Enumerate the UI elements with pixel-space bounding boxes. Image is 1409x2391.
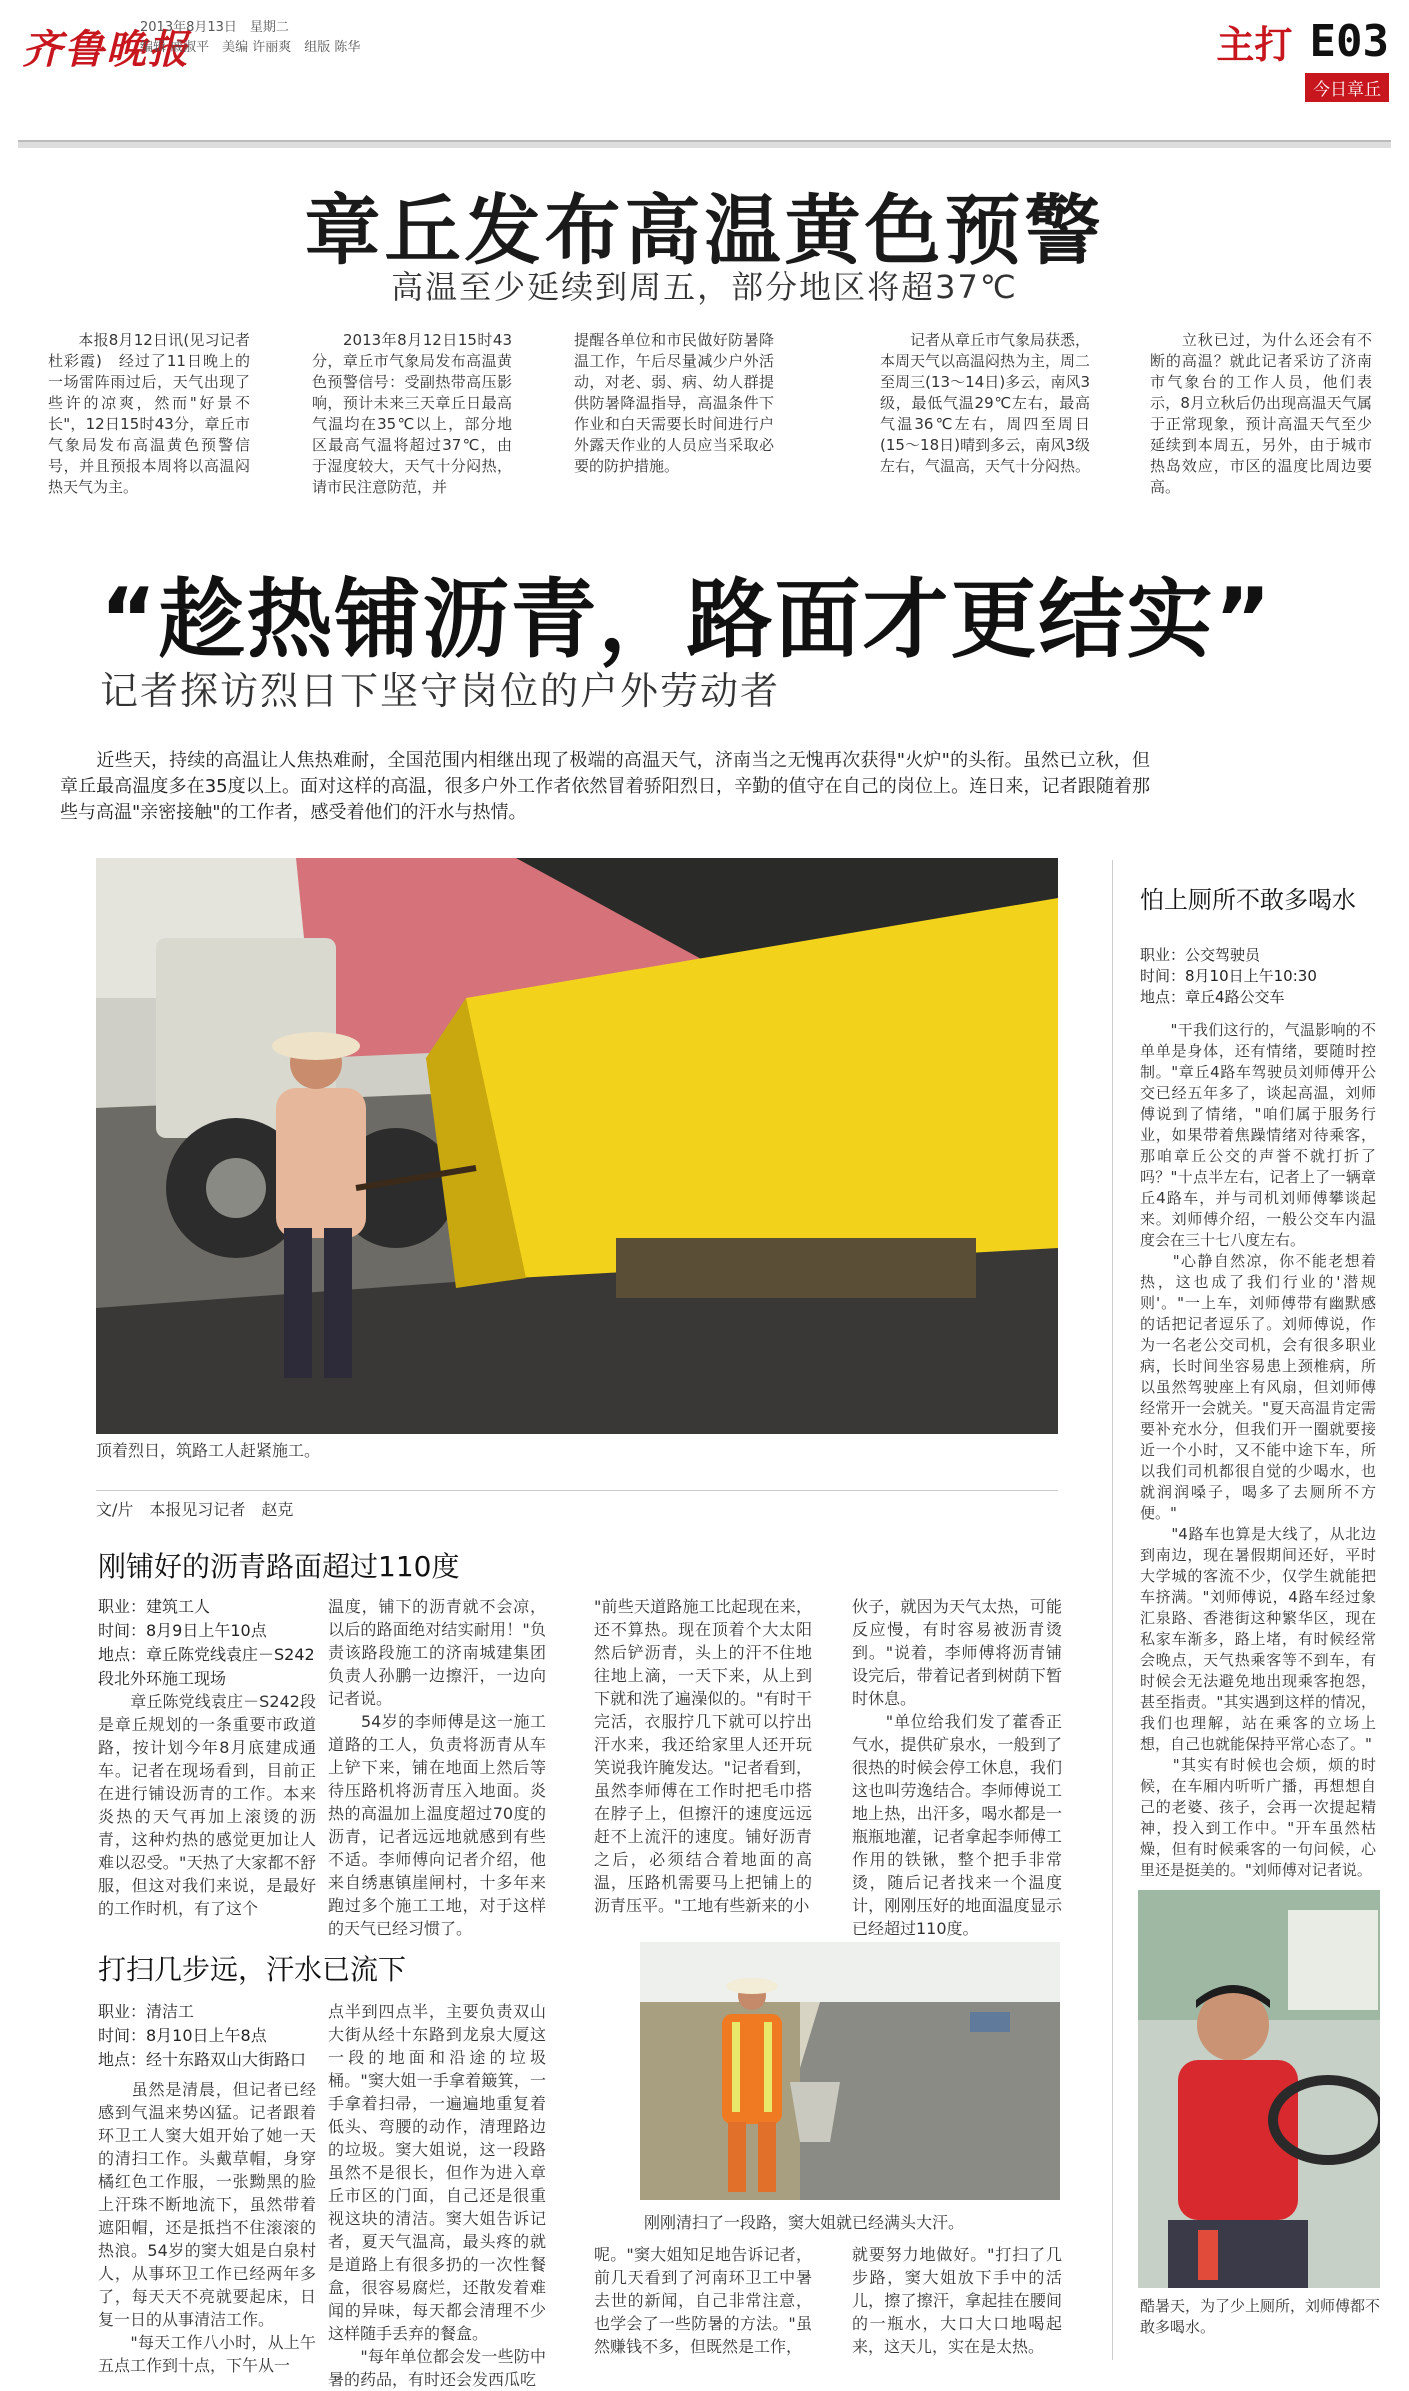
sec1-info <box>98 1595 318 1691</box>
story1-headline: 章丘发布高温黄色预警 <box>304 186 1105 275</box>
sec1-job: 职业：建筑工人 <box>98 1597 211 1616</box>
paving-photo-illustration <box>96 858 1058 1434</box>
sec2-col-2: 点半到四点半，主要负责双山大街从经十东路到龙泉大厦这一段的地面和沿途的垃圾桶。"窦大姐一手拿着簸箕，一手拿着扫帚，一遍遍地重复着低头、弯腰的动作，清理路边的垃圾。窦大姐说，这一段路虽然不是很长，但作为进入章丘市区的门面，自己还是很重视这块的清洁。窦大姐告诉记者，夏天气温高，最头疼的就是道路上有很多扔的一次性餐盒，很容易腐烂，还散发着难闻的异味，每天都会清理不少这样随手丢弃的餐盒。 "每年单位都会发一些防中暑的药品，有时还会发西瓜吃 <box>328 2002 546 2389</box>
header-rule <box>18 140 1391 148</box>
cleaner-photo <box>640 1942 1060 2200</box>
sec2-col-3: 呢。"窦大姐知足地告诉记者，前几天看到了河南环卫工中暑去世的新闻，自己非常注意，也学会了一些防暑的方法。"虽然赚钱不多，但既然是工作， <box>594 2245 812 2356</box>
story1-subheadline: 高温至少延续到周五，部分地区将超37℃ <box>391 268 1018 306</box>
section-header <box>1216 14 1389 102</box>
story2-subheadline: 记者探访烈日下坚守岗位的户外劳动者 <box>100 669 781 713</box>
driver-photo <box>1138 1890 1380 2288</box>
sec3-place: 地点：章丘4路公交车 <box>1140 988 1285 1006</box>
sec2-info <box>98 2000 318 2072</box>
sec1-col-3: "前些天道路施工比起现在来，还不算热。现在顶着个大太阳然后铲沥青，头上的汗不住地往地上滴，一天下来，从上到下就和洗了遍澡似的。"有时干完活，衣服拧几下就可以拧出汗水来，我还给家里人还开玩笑说我许腌发达。"记者看到，虽然李师傅在工作时把毛巾搭在脖子上，但擦汗的速度远远赶不上流汗的速度。铺好沥青之后，必须结合着地面的高温，压路机需要马上把铺上的沥青压平。"工地有些新来的小 <box>594 1597 812 1915</box>
issue-editors: 编辑 戚淑平 美编 许丽爽 组版 陈华 <box>140 40 361 55</box>
sec3-heading: 怕上厕所不敢多喝水 <box>1140 886 1356 914</box>
sec1-col-4: 伙子，就因为天气太热，可能反应慢，有时容易被沥青烫到。"说着，李师傅将沥青铺设完后，带着记者到树荫下暂时休息。 "单位给我们发了藿香正气水，提供矿泉水，一般到了很热的时候会停工休息，我们这也叫劳逸结合。李师傅说工地上热，出汗多，喝水都是一瓶瓶地灌，记者拿起李师傅工作用的铁锹，整个把手非常烫，随后记者找来一个温度计，刚刚压好的地面温度显示已经超过110度。 <box>852 1597 1062 1938</box>
sec2-col-4: 就要努力地做好。"打扫了几步路，窦大姐放下手中的活儿，擦了擦汗，拿起挂在腰间的一瓶水，大口大口地喝起来，这天儿，实在是太热。 <box>852 2245 1062 2356</box>
cleaner-photo-caption: 刚刚清扫了一段路，窦大姐就已经满头大汗。 <box>644 2213 965 2232</box>
sec1-col-2: 温度，铺下的沥青就不会凉，以后的路面绝对结实耐用！"负责该路段施工的济南城建集团负责人孙鹏一边擦汗，一边向记者说。 54岁的李师傅是这一施工道路的工人，负责将沥青从车上铲下来，铺在地面上然后等待压路机将沥青压入地面。炎热的高温加上温度超过70度的沥青，记者远远地就感到有些不适。李师傅向记者介绍，他来自绣惠镇崖闸村，十多年来跑过多个施工工地，对于这样的天气已经习惯了。 <box>328 1597 546 1938</box>
page-number: E03 <box>1309 16 1389 67</box>
sec2-place: 地点：经十东路双山大街路口 <box>98 2050 307 2069</box>
story1-col-1: 本报8月12日讯(见习记者 杜彩霞) 经过了11日晚上的一场雷阵雨过后，天气出现了些许的凉爽，然而"好景不长"，12日15时43分，章丘市气象局发布高温黄色预警信号，并且预报本周将以高温闷热天气为主。 <box>48 331 250 496</box>
story1-col-5: 立秋已过，为什么还会有不断的高温？就此记者采访了济南市气象台的工作人员，他们表示，8月立秋后仍出现高温天气属于正常现象，预计高温天气至少延续到本周五，另外，由于城市热岛效应，市区的温度比周边要高。 <box>1150 331 1372 496</box>
edition-label: 今日章丘 <box>1305 73 1389 102</box>
story1-col-3: 提醒各单位和市民做好防暑降温工作，午后尽量减少户外活动，对老、弱、病、幼人群提供防暑降温指导，高温条件下作业和白天需要长时间进行户外露天作业的人员应当采取必要的防护措施。 <box>574 331 774 475</box>
driver-photo-illustration <box>1138 1890 1380 2288</box>
sec2-job: 职业：清洁工 <box>98 2002 195 2021</box>
sec3-info <box>1140 945 1380 1008</box>
column-divider <box>1112 860 1113 2360</box>
story1-col-2: 2013年8月12日15时43分，章丘市气象局发布高温黄色预警信号：受副热带高压影响，预计未来三天章丘日最高气温均在35℃以上，部分地区最高气温将超过37℃，由于湿度较大，天气十分闷热，请市民注意防范，并 <box>312 331 512 496</box>
story2-headline: “趁热铺沥青，路面才更结实” <box>100 570 1274 670</box>
driver-photo-caption: 酷暑天，为了少上厕所，刘师傅都不敢多喝水。 <box>1140 2297 1381 2336</box>
issue-date: 2013年8月13日 星期二 <box>140 20 289 35</box>
story2-lead: 近些天，持续的高温让人焦热难耐，全国范围内相继出现了极端的高温天气，济南当之无愧再次获得"火炉"的头衔。虽然已立秋，但章丘最高温度多在35度以上。面对这样的高温，很多户外工作者依然冒着骄阳烈日，辛勤的值守在自己的岗位上。连日来，记者跟随着那些与高温"亲密接触"的工作者，感受着他们的汗水与热情。 <box>60 750 1150 823</box>
sec2-time: 时间：8月10日上午8点 <box>98 2026 267 2045</box>
sec3-body: "干我们这行的，气温影响的不单单是身体，还有情绪，要随时控制。"章丘4路车驾驶员刘师傅开公交已经五年多了，谈起高温，刘师傅说到了情绪，"咱们属于服务行业，如果带着焦躁情绪对待乘客，那咱章丘公交的声誉不就打折了吗？"十点半左右，记者上了一辆章丘4路车，并与司机刘师傅攀谈起来。刘师傅介绍，一般公交车内温度会在三十七八度左右。 "心静自然凉，你不能老想着热，这也成了我们行业的'潜规则'。"一上车，刘师傅带有幽默感的话把记者逗乐了。刘师傅说，作为一名老公交司机，会有很多职业病，长时间坐容易患上颈椎病，所以虽然驾驶座上有风扇，但刘师傅经常开一会就关。"夏天高温肯定需要补充水分，但我们开一圈就要接近一个小时，又不能中途下车，所以我们司机都很自觉的少喝水，也就润润嗓子，喝多了去厕所不方便。" "4路车也算是大线了，从北边到南边，现在暑假期间还好，平时大学城的客流不少，仅学生就能把车挤满。"刘师傅说，4路车经过象汇泉路、香港街这种繁华区，现在私家车渐多，路上堵，有时候经常会晚点，天气热乘客等不到车，有时候会无法避免地出现乘客抱怨，甚至指责。"其实遇到这样的情况，我们也理解，站在乘客的立场上想，自己也就能保持平常心态了。" "其实有时候也会烦，烦的时候，在车厢内听听广播，再想想自己的老婆、孩子，会再一次提起精神，投入到工作中。"开车虽然枯燥，但有时候乘客的一句问候，心里还是挺美的。"刘师傅对记者说。 <box>1140 1021 1376 1879</box>
sec3-time: 时间：8月10日上午10:30 <box>1140 967 1317 985</box>
sec3-job: 职业：公交驾驶员 <box>1140 946 1261 964</box>
sec1-col-1: 章丘陈党线袁庄－S242段是章丘规划的一条重要市政道路，按计划今年8月底建成通车。记者在现场看到，目前正在进行铺设沥青的工作。本来炎热的天气再加上滚烫的沥青，这种灼热的感觉更加让人难以忍受。"天热了大家都不舒服，但这对我们来说，是最好的工作时机，有了这个 <box>98 1692 316 1918</box>
story1-col-4: 记者从章丘市气象局获悉，本周天气以高温闷热为主，周二至周三(13～14日)多云，南风3级，最低气温29℃左右，最高气温36℃左右，周四至周日(15～18日)晴到多云，南风3级左右，气温高，天气十分闷热。 <box>880 331 1091 475</box>
sec1-heading: 刚铺好的沥青路面超过110度 <box>98 1550 460 1583</box>
sec2-col-1: 虽然是清晨，但记者已经感到气温来势凶猛。记者跟着环卫工人窦大姐开始了她一天的清扫工作。头戴草帽，身穿橘红色工作服，一张黝黑的脸上汗珠不断地流下，虽然带着遮阳帽，还是抵挡不住滚滚的热浪。54岁的窦大姐是白泉村人，从事环卫工作已经两年多了，每天天不亮就要起床，日复一日的从事清洁工作。 "每天工作八小时，从上午五点工作到十点，下午从一 <box>98 2080 316 2375</box>
issue-meta <box>140 18 360 58</box>
sec1-place: 地点：章丘陈党线袁庄－S242段北外环施工现场 <box>98 1645 315 1688</box>
sec2-heading: 打扫几步远，汗水已流下 <box>98 1953 407 1986</box>
story2-credit: 文/片 本报见习记者 赵克 <box>96 1490 1058 1520</box>
sec1-time: 时间：8月9日上午10点 <box>98 1621 267 1640</box>
newspaper-logo: 齐鲁晚报 <box>22 26 190 73</box>
section-name: 主打 <box>1216 23 1293 67</box>
cleaner-photo-illustration <box>640 1942 1060 2200</box>
paving-photo <box>96 858 1058 1434</box>
paving-photo-caption: 顶着烈日，筑路工人赶紧施工。 <box>96 1441 321 1460</box>
